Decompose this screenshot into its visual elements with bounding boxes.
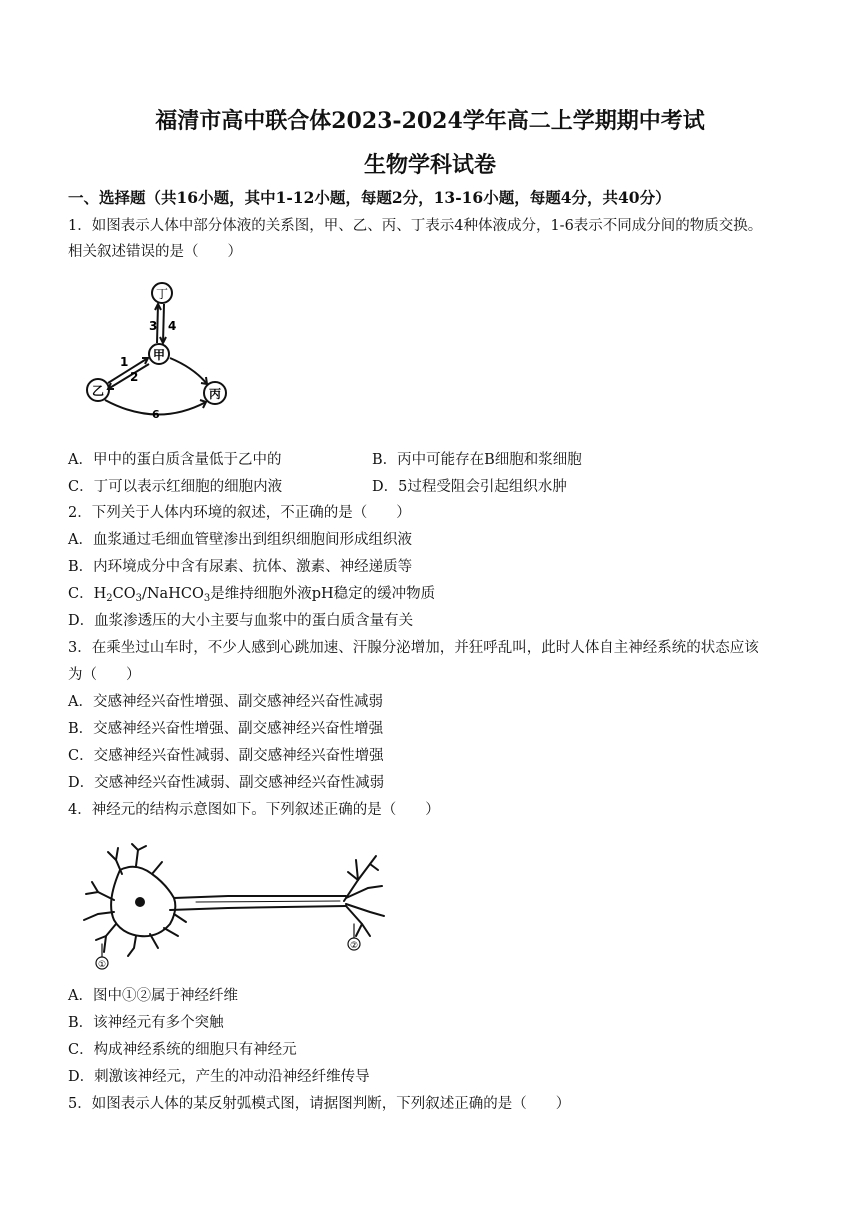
q3-stem-line2: 为（ ） [68,667,141,683]
q1-stem-line1: 1．如图表示人体中部分体液的关系图，甲、乙、丙、丁表示4种体液成分，1-6表示不同成分间的物质交换。 [68,218,763,234]
q1-option-c: C．丁可以表示红细胞的细胞内液 [68,479,283,495]
fig1-label-3: 3 [149,319,158,333]
q5-stem: 5．如图表示人体的某反射弧模式图，请据图判断，下列叙述正确的是（ ） [68,1096,571,1112]
exam-subtitle: 生物学科试卷 [363,152,496,178]
q4-neuron-diagram [78,840,388,972]
fig1-label-6: 6 [152,408,160,420]
q4-stem: 4．神经元的结构示意图如下。下列叙述正确的是（ ） [68,802,440,818]
fig1-node-bing: 丙 [208,387,222,401]
exam-title: 福清市高中联合体2023-2024学年高二上学期期中考试 [155,108,705,134]
q2-option-b: B．内环境成分中含有尿素、抗体、激素、神经递质等 [68,559,413,575]
q1-option-b: B．丙中可能存在B细胞和浆细胞 [372,452,582,468]
section-heading: 一、选择题（共16小题，其中1-12小题，每题2分，13-16小题，每题4分，共40分） [68,188,671,207]
q4-option-b: B．该神经元有多个突触 [68,1015,224,1031]
q2-option-a: A．血浆通过毛细血管壁渗出到组织细胞间形成组织液 [68,532,412,548]
q1-option-a: A．甲中的蛋白质含量低于乙中的 [68,452,282,468]
q2-option-c: C．$H_2CO_3/NaHCO_3$是维持细胞外液pH稳定的缓冲物质 [68,586,436,604]
fig1-label-1: 1 [120,355,129,369]
q4-option-d: D．刺激该神经元，产生的冲动沿神经纤维传导 [68,1069,370,1085]
fig1-node-jia: 甲 [152,348,166,362]
q3-option-d: D．交感神经兴奋性减弱、副交感神经兴奋性减弱 [68,775,385,791]
q3-option-b: B．交感神经兴奋性增强、副交感神经兴奋性增强 [68,721,384,737]
fig4-label-1: ① [97,960,107,970]
fig1-label-4: 4 [168,319,177,333]
q3-stem-line1: 3．在乘坐过山车时，不少人感到心跳加速、汗腺分泌增加，并狂呼乱叫，此时人体自主神经系统的状态应该 [68,640,759,656]
q3-option-c: C．交感神经兴奋性减弱、副交感神经兴奋性增强 [68,748,384,764]
q1-stem-line2: 相关叙述错误的是（ ） [68,244,242,260]
fig1-node-ding: 丁 [155,287,169,301]
q1-body-fluid-diagram [82,280,242,420]
fig1-node-yi: 乙 [91,384,105,398]
q1-option-d: D．5过程受阻会引起组织水肿 [372,479,567,495]
q2-stem: 2．下列关于人体内环境的叙述，不正确的是（ ） [68,505,411,521]
q4-option-c: C．构成神经系统的细胞只有神经元 [68,1042,297,1058]
q4-option-a: A．图中①②属于神经纤维 [68,988,238,1004]
q2-option-d: D．血浆渗透压的大小主要与血浆中的蛋白质含量有关 [68,613,414,629]
q3-option-a: A．交感神经兴奋性增强、副交感神经兴奋性减弱 [68,694,383,710]
fig1-label-2: 2 [130,370,139,384]
fig4-label-2: ② [349,941,359,951]
